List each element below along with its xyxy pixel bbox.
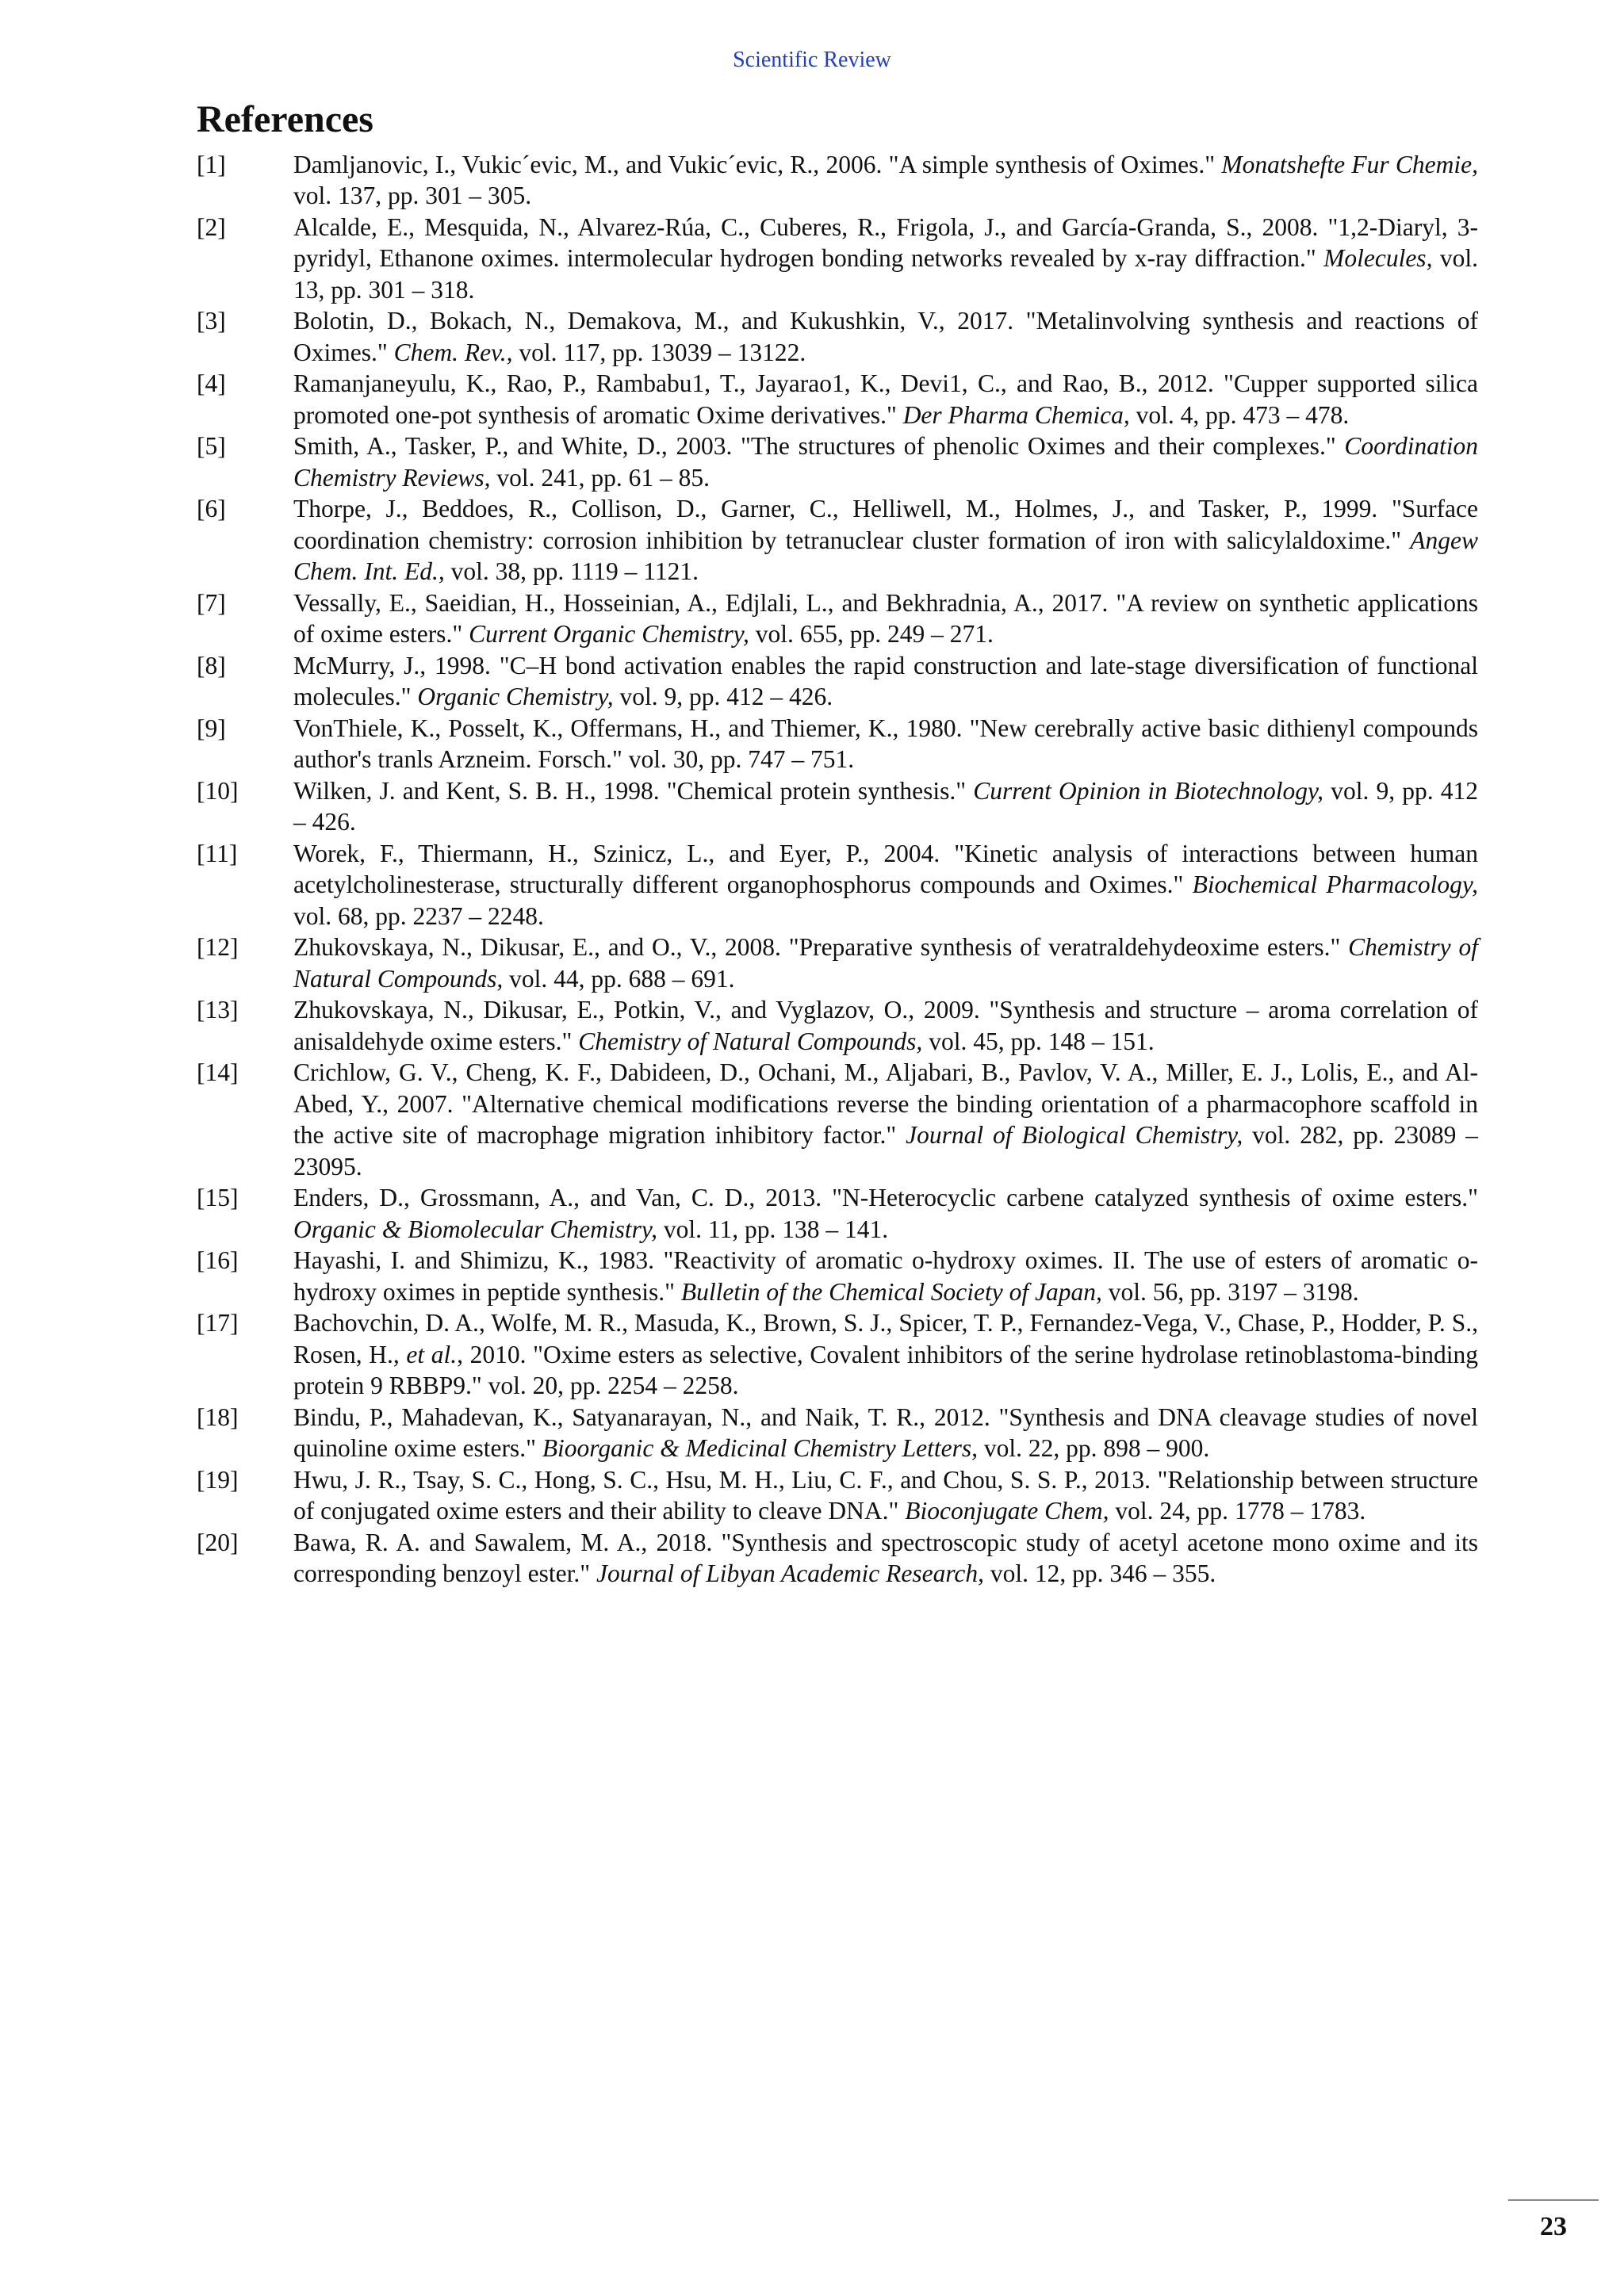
reference-text bbox=[293, 1307, 1478, 1402]
reference-item bbox=[197, 1057, 1478, 1182]
reference-citation: Hayashi, I. and Shimizu, K., 1983. "Reactivity of aromatic o-hydroxy oximes. II. The use of esters of aromatic o-hydroxy oximes in peptide synthesis." bbox=[293, 1246, 1478, 1306]
reference-text bbox=[293, 430, 1478, 493]
reference-text bbox=[293, 368, 1478, 430]
reference-journal: Angew Chem. Int. Ed., bbox=[293, 526, 1478, 586]
reference-number: [20] bbox=[197, 1528, 239, 1556]
reference-journal: Bulletin of the Chemical Society of Japan, bbox=[680, 1277, 1102, 1306]
reference-number: [13] bbox=[197, 996, 239, 1024]
reference-journal: Journal of Libyan Academic Research, bbox=[596, 1559, 985, 1588]
reference-number: [5] bbox=[197, 432, 226, 461]
reference-item bbox=[197, 212, 1478, 306]
reference-number: [4] bbox=[197, 369, 226, 398]
reference-item bbox=[197, 1527, 1478, 1590]
reference-citation: Bachovchin, D. A., Wolfe, M. R., Masuda, K., Brown, S. J., Spicer, T. P., Fernandez-Vega, V., Chase, P., Hodder, P. S., Rosen, H., bbox=[293, 1309, 1478, 1368]
reference-journal: Chem. Rev., bbox=[393, 338, 513, 366]
reference-text bbox=[293, 493, 1478, 587]
reference-text bbox=[293, 1402, 1478, 1464]
reference-volume-pages: vol. 45, pp. 148 – 151. bbox=[922, 1027, 1155, 1055]
reference-item bbox=[197, 368, 1478, 430]
reference-item bbox=[197, 994, 1478, 1057]
reference-number: [10] bbox=[197, 776, 239, 805]
reference-number: [6] bbox=[197, 495, 226, 523]
reference-text bbox=[293, 149, 1478, 212]
reference-journal: Current Opinion in Biotechnology, bbox=[973, 776, 1324, 805]
reference-volume-pages: vol. 24, pp. 1778 – 1783. bbox=[1109, 1497, 1366, 1525]
reference-volume-pages: vol. 655, pp. 249 – 271. bbox=[749, 620, 994, 649]
reference-volume-pages: vol. 137, pp. 301 – 305. bbox=[293, 182, 532, 210]
running-header: Scientific Review bbox=[733, 48, 891, 72]
reference-item bbox=[197, 1464, 1478, 1527]
reference-volume-pages: vol. 44, pp. 688 – 691. bbox=[503, 964, 735, 993]
reference-citation: VonThiele, K., Posselt, K., Offermans, H., and Thiemer, K., 1980. "New cerebrally active basic dithienyl compounds author's tranls Arzneim. Forsch." vol. 30, pp. 747 – 751. bbox=[293, 714, 1478, 774]
reference-journal: Bioorganic & Medicinal Chemistry Letters, bbox=[542, 1434, 978, 1463]
reference-citation: Ramanjaneyulu, K., Rao, P., Rambabu1, T., Jayarao1, K., Devi1, C., and Rao, B., 2012. "Cupper supported silica promoted one-pot synthesis of aromatic Oxime derivatives." bbox=[293, 369, 1478, 429]
reference-journal: Bioconjugate Chem, bbox=[905, 1497, 1109, 1525]
reference-citation: McMurry, J., 1998. "C–H bond activation enables the rapid construction and late-stage diversification of functional molecules." bbox=[293, 651, 1478, 711]
reference-volume-pages: vol. 9, pp. 412 – 426. bbox=[293, 776, 1478, 836]
reference-volume-pages: vol. 4, pp. 473 – 478. bbox=[1129, 400, 1350, 429]
reference-citation: Thorpe, J., Beddoes, R., Collison, D., Garner, C., Helliwell, M., Holmes, J., and Tasker, P., 1999. "Surface coordination chemistry: corrosion inhibition by tetranuclear cluster formation of iron with salicylaldoxime." bbox=[293, 495, 1478, 554]
reference-item bbox=[197, 932, 1478, 994]
reference-journal: Coordination Chemistry Reviews, bbox=[293, 432, 1478, 492]
reference-item bbox=[197, 305, 1478, 368]
reference-citation: Bawa, R. A. and Sawalem, M. A., 2018. "Synthesis and spectroscopic study of acetyl acetone mono oxime and its corresponding benzoyl ester." bbox=[293, 1528, 1478, 1588]
reference-citation: Crichlow, G. V., Cheng, K. F., Dabideen, D., Ochani, M., Aljabari, B., Pavlov, V. A., Miller, E. J., Lolis, E., and Al-Abed, Y., 2007. "Alternative chemical modifications reverse the binding orientation of a pharmacophore scaffold in the active site of macrophage migration inhibitory factor." bbox=[293, 1058, 1478, 1150]
reference-volume-pages: vol. 12, pp. 346 – 355. bbox=[984, 1559, 1216, 1588]
reference-item bbox=[197, 149, 1478, 212]
reference-number: [7] bbox=[197, 588, 226, 617]
reference-citation: Bolotin, D., Bokach, N., Demakova, M., and Kukushkin, V., 2017. "Metalinvolving synthesis and reactions of Oximes." bbox=[293, 307, 1478, 366]
reference-volume-pages: vol. 282, pp. 23089 – 23095. bbox=[293, 1121, 1478, 1181]
reference-item bbox=[197, 1307, 1478, 1402]
reference-text bbox=[293, 1057, 1478, 1182]
reference-volume-pages: vol. 13, pp. 301 – 318. bbox=[293, 244, 1478, 304]
reference-item bbox=[197, 587, 1478, 650]
reference-volume-pages: vol. 22, pp. 898 – 900. bbox=[977, 1434, 1210, 1463]
reference-journal: Current Organic Chemistry, bbox=[469, 620, 749, 649]
reference-citation: Smith, A., Tasker, P., and White, D., 2003. "The structures of phenolic Oximes and their complexes." bbox=[293, 432, 1345, 461]
reference-item bbox=[197, 430, 1478, 493]
reference-number: [18] bbox=[197, 1402, 239, 1431]
reference-volume-pages: vol. 117, pp. 13039 – 13122. bbox=[512, 338, 806, 366]
reference-journal: Organic Chemistry, bbox=[417, 683, 614, 711]
reference-item bbox=[197, 775, 1478, 838]
reference-text bbox=[293, 1464, 1478, 1527]
reference-volume-pages: vol. 56, pp. 3197 – 3198. bbox=[1101, 1277, 1359, 1306]
reference-journal: Molecules, bbox=[1323, 244, 1433, 273]
reference-item bbox=[197, 1245, 1478, 1307]
reference-volume-pages: vol. 38, pp. 1119 – 1121. bbox=[444, 557, 699, 586]
reference-item bbox=[197, 493, 1478, 587]
reference-item bbox=[197, 1182, 1478, 1245]
reference-citation: Worek, F., Thiermann, H., Szinicz, L., and Eyer, P., 2004. "Kinetic analysis of interactions between human acetylcholinesterase, structurally different organophosphorus compounds and Oximes." bbox=[293, 839, 1478, 899]
reference-number: [15] bbox=[197, 1184, 239, 1212]
reference-number: [14] bbox=[197, 1058, 239, 1087]
reference-text bbox=[293, 994, 1478, 1057]
reference-citation: Enders, D., Grossmann, A., and Van, C. D., 2013. "N-Heterocyclic carbene catalyzed synthesis of oxime esters." bbox=[293, 1184, 1478, 1212]
reference-number: [12] bbox=[197, 933, 239, 962]
reference-journal: Chemistry of Natural Compounds, bbox=[578, 1027, 923, 1055]
reference-citation: Zhukovskaya, N., Dikusar, E., and O., V., 2008. "Preparative synthesis of veratraldehydeoxime esters." bbox=[293, 933, 1349, 962]
page-number: 23 bbox=[1540, 2212, 1567, 2241]
reference-text bbox=[293, 775, 1478, 838]
reference-volume-pages: vol. 241, pp. 61 – 85. bbox=[490, 463, 710, 492]
reference-list bbox=[197, 149, 1478, 1590]
reference-text bbox=[293, 1527, 1478, 1590]
reference-journal: Monatshefte Fur Chemie, bbox=[1221, 150, 1478, 178]
reference-number: [19] bbox=[197, 1465, 239, 1494]
reference-item bbox=[197, 1402, 1478, 1464]
reference-number: [16] bbox=[197, 1246, 239, 1275]
reference-citation: Zhukovskaya, N., Dikusar, E., Potkin, V., and Vyglazov, O., 2009. "Synthesis and structure – aroma correlation of anisaldehyde oxime esters." bbox=[293, 996, 1478, 1055]
reference-number: [3] bbox=[197, 307, 226, 335]
reference-citation: Hwu, J. R., Tsay, S. C., Hong, S. C., Hsu, M. H., Liu, C. F., and Chou, S. S. P., 2013. "Relationship between structure of conjugated oxime esters and their ability to cleave DNA." bbox=[293, 1465, 1478, 1525]
reference-citation: Bindu, P., Mahadevan, K., Satyanarayan, N., and Naik, T. R., 2012. "Synthesis and DNA cleavage studies of novel quinoline oxime esters." bbox=[293, 1402, 1478, 1463]
reference-text bbox=[293, 932, 1478, 994]
reference-journal: Chemistry of Natural Compounds, bbox=[293, 933, 1478, 993]
footer-rule bbox=[1508, 2199, 1599, 2201]
reference-text bbox=[293, 1245, 1478, 1307]
reference-journal: et al. bbox=[406, 1340, 458, 1368]
reference-journal: Organic & Biomolecular Chemistry, bbox=[293, 1215, 658, 1243]
reference-number: [9] bbox=[197, 714, 226, 742]
reference-text bbox=[293, 838, 1478, 932]
reference-volume-pages: vol. 68, pp. 2237 – 2248. bbox=[293, 901, 544, 930]
reference-item bbox=[197, 838, 1478, 932]
reference-text bbox=[293, 650, 1478, 713]
reference-text bbox=[293, 305, 1478, 368]
reference-citation: Alcalde, E., Mesquida, N., Alvarez-Rúa, C., Cuberes, R., Frigola, J., and García-Granda, S., 2008. "1,2-Diaryl, 3-pyridyl, Ethanone oximes. intermolecular hydrogen bonding networks revealed by x-ray diffraction." bbox=[293, 212, 1478, 273]
reference-item bbox=[197, 650, 1478, 713]
reference-journal: Biochemical Pharmacology, bbox=[1192, 871, 1478, 899]
reference-number: [1] bbox=[197, 150, 226, 178]
references-section bbox=[197, 99, 1478, 1590]
section-title: References bbox=[197, 98, 373, 140]
reference-volume-pages: vol. 11, pp. 138 – 141. bbox=[657, 1215, 889, 1243]
reference-volume-pages: , 2010. "Oxime esters as selective, Covalent inhibitors of the serine hydrolase retinoblastoma-binding protein 9 RBBP9." vol. 20, pp. 2254 – 2258. bbox=[293, 1340, 1478, 1400]
reference-citation: Wilken, J. and Kent, S. B. H., 1998. "Chemical protein synthesis." bbox=[293, 776, 974, 805]
reference-volume-pages: vol. 9, pp. 412 – 426. bbox=[613, 683, 833, 711]
reference-text bbox=[293, 212, 1478, 306]
reference-journal: Journal of Biological Chemistry, bbox=[906, 1121, 1243, 1150]
reference-text bbox=[293, 713, 1478, 775]
reference-number: [2] bbox=[197, 212, 226, 241]
reference-journal: Der Pharma Chemica, bbox=[902, 400, 1130, 429]
reference-item bbox=[197, 713, 1478, 775]
reference-number: [17] bbox=[197, 1309, 239, 1337]
reference-text bbox=[293, 1182, 1478, 1245]
reference-citation: Damljanovic, I., Vukic´evic, M., and Vukic´evic, R., 2006. "A simple synthesis of Oximes." bbox=[293, 150, 1222, 178]
reference-number: [8] bbox=[197, 651, 226, 679]
reference-text bbox=[293, 587, 1478, 650]
reference-number: [11] bbox=[197, 839, 238, 867]
reference-citation: Vessally, E., Saeidian, H., Hosseinian, A., Edjlali, L., and Bekhradnia, A., 2017. "A review on synthetic applications of oxime esters." bbox=[293, 588, 1478, 649]
